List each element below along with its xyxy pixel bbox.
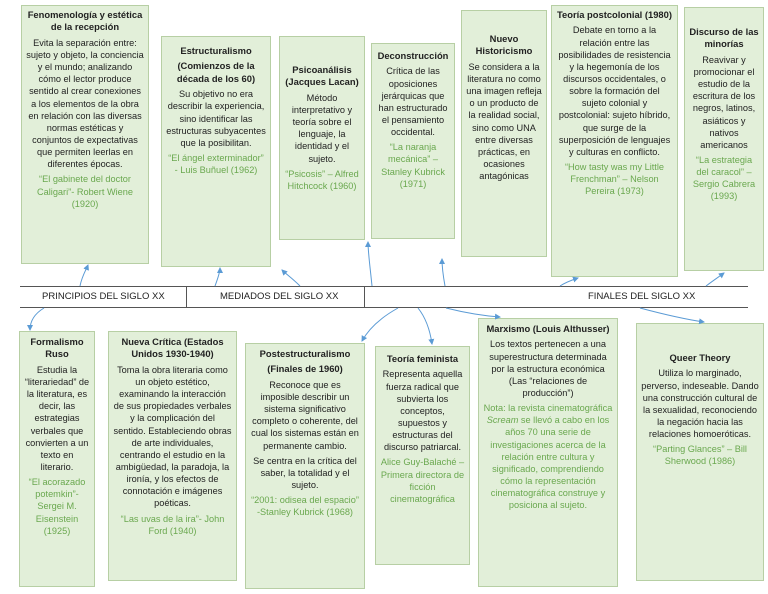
card-title: Estructuralismo [180, 45, 252, 56]
arrow-fenomenologia [80, 265, 88, 286]
card-title: Nueva Crítica (Estados Unidos 1930-1940) [121, 336, 224, 360]
timeline-divider [186, 287, 187, 308]
arrow-marxismo [446, 308, 500, 317]
timeline-divider [364, 287, 365, 308]
card-description: Crítica de las oposiciones jerárquicas que han estructurado el pensamiento occidental. [378, 66, 448, 138]
card-marxismo [478, 318, 618, 587]
card-nuevo-historicismo [461, 10, 547, 257]
card-title: Marxismo (Louis Althusser) [486, 323, 610, 334]
card-example: “El ángel exterminador” - Luis Buñuel (1962) [168, 152, 264, 176]
note-text-a: Nota: la revista cinematográfica [483, 403, 613, 414]
card-example: “Parting Glances” – Bill Sherwood (1986) [653, 444, 747, 467]
card-title: Teoría postcolonial (1980) [557, 9, 672, 20]
card-example: “Las uvas de la ira”- John Ford (1940) [120, 513, 225, 536]
card-title: Psicoanálisis (Jacques Lacan) [285, 64, 359, 88]
timeline-period-early: PRINCIPIOS DEL SIGLO XX [42, 291, 165, 302]
card-postestructuralismo [245, 343, 365, 589]
arrow-postestructuralismo [362, 308, 398, 341]
arrow-discurso-minorias [706, 273, 724, 286]
card-nueva-critica [108, 331, 237, 581]
note-text-b: se llevó a cabo en los años 70 una serie de investigaciones acerca de la relación entre cultura y significado, comprendiendo cómo la representación cinematográfica construye y posiciona al sujeto. [490, 415, 610, 511]
card-example: “La estrategia del caracol” – Sergio Cabrera (1993) [692, 154, 756, 202]
card-example: “El gabinete del doctor Caligari”- Robert Wiene (1920) [37, 174, 133, 209]
arrow-estructuralismo [215, 268, 220, 286]
card-description: Reavivar y promocionar el estudio de la escritura de los negros, latinos, asiáticos y nativos americanos [692, 54, 756, 150]
timeline-period-mid: MEDIADOS DEL SIGLO XX [220, 291, 339, 302]
card-title: Discurso de las minorías [689, 26, 759, 50]
card-example: “How tasty was my Little Frenchman” – Nelson Pereira (1973) [564, 161, 665, 197]
card-description: Evita la separación entre: sujeto y objeto, la conciencia y el mundo; analizando cómo el lector produce sentido al crear conexiones a los elementos de la obra en relación con las diversas normas estéticas y conjuntos de expectativas que permiten leerlas en diferentes épocas. [26, 37, 144, 170]
timeline-bar [20, 286, 748, 308]
card-fenomenologia [21, 5, 149, 264]
arrow-deconstruccion [368, 242, 372, 286]
card-teoria-feminista [375, 346, 470, 565]
card-description-2: Se centra en la crítica del saber, la totalidad y el sujeto. [253, 455, 357, 490]
card-description: Utiliza lo marginado, perverso, indeseable. Dando una construcción cultural de la sexualidad, reconociendo la negación hacia las relaciones homoeróticas. [641, 368, 759, 440]
card-formalismo-ruso [19, 331, 95, 587]
card-title: Fenomenología y estética de la recepción [27, 9, 143, 33]
card-example: Alice Guy-Balaché – Primera directora de ficción cinematográfica [380, 457, 465, 504]
arrow-nuevo-historicismo [442, 259, 445, 286]
arrow-psicoanalisis [282, 270, 300, 286]
card-description: Toma la obra literaria como un objeto estético, examinando la interacción de sus propiedades verbales y la complicación del sentido. Estableciendo obras de arte individuales, centrando el estudio en la ambigüedad, la paradoja, la ironía, y los efectos de connotación e imágenes poéticas. [113, 364, 232, 509]
arrow-queer-theory [640, 308, 704, 322]
card-description: Los textos pertenecen a una superestructura determinada por la estructura económica (Las “relaciones de producción”) [489, 339, 607, 398]
card-title: Queer Theory [669, 352, 731, 363]
card-title: Formalismo Ruso [30, 336, 84, 360]
card-teoria-postcolonial [551, 5, 678, 277]
card-description: Reconoce que es imposible describir un sistema significativo completo o coherente, del cual los sistemas están en permanente cambio. [251, 379, 359, 451]
card-subtitle: (Finales de 1960) [267, 363, 343, 375]
card-psicoanalisis [279, 36, 365, 240]
card-example: “El acorazado potemkin”- Sergei M. Eisenstein (1925) [28, 477, 86, 536]
card-description: Se considera a la literatura no como una imagen refleja o un producto de la realidad social, sino como UNA entre diversas prácticas, en ocasiones antagónicas [466, 61, 542, 182]
card-description: Representa aquella fuerza radical que subvierta los conceptos, supuestos y estructuras del discurso patriarcal. [382, 369, 463, 453]
card-queer-theory [636, 323, 764, 581]
card-example: “La naranja mecánica” – Stanley Kubrick (1971) [381, 142, 445, 189]
card-discurso-minorias [684, 7, 764, 271]
card-description: Estudia la “literariedad” de la literatura, es decir, las estrategias verbales que convierten a un texto en literario. [24, 364, 90, 472]
card-note [483, 402, 613, 511]
card-example: “Psicosis” – Alfred Hitchcock (1960) [285, 168, 359, 191]
arrow-teoria-feminista [418, 308, 432, 344]
arrow-teoria-postcolonial [560, 278, 578, 286]
timeline-period-late: FINALES DEL SIGLO XX [588, 291, 696, 302]
card-example: “2001: odisea del espacio” -Stanley Kubrick (1968) [251, 495, 359, 518]
card-title: Teoría feminista [386, 353, 459, 364]
card-title: Deconstrucción [377, 50, 449, 61]
card-title: Postestructuralismo [259, 348, 351, 359]
card-estructuralismo [161, 36, 271, 267]
card-subtitle: (Comienzos de la década de los 60) [176, 60, 256, 84]
card-description: Debate en torno a la relación entre las posibilidades de resistencia y la hegemonía de los discursos occidentales, o sobre la formación del sujeto colonial y postcolonial: sujeto híbrido, que surge de la superposición de lenguajes y culturas en conflicto. [558, 25, 671, 157]
card-title: Nuevo Historicismo [475, 33, 533, 57]
card-description: Método interpretativo y teoría sobre el lenguaje, la identidad y el sujeto. [291, 92, 353, 164]
arrow-formalismo-ruso [30, 308, 44, 330]
note-journal-name: Scream [486, 415, 519, 426]
card-description: Su objetivo no era describir la experiencia, sino identificar las estructuras subyacentes que la posibilitan. [166, 89, 266, 148]
card-deconstruccion [371, 43, 455, 239]
